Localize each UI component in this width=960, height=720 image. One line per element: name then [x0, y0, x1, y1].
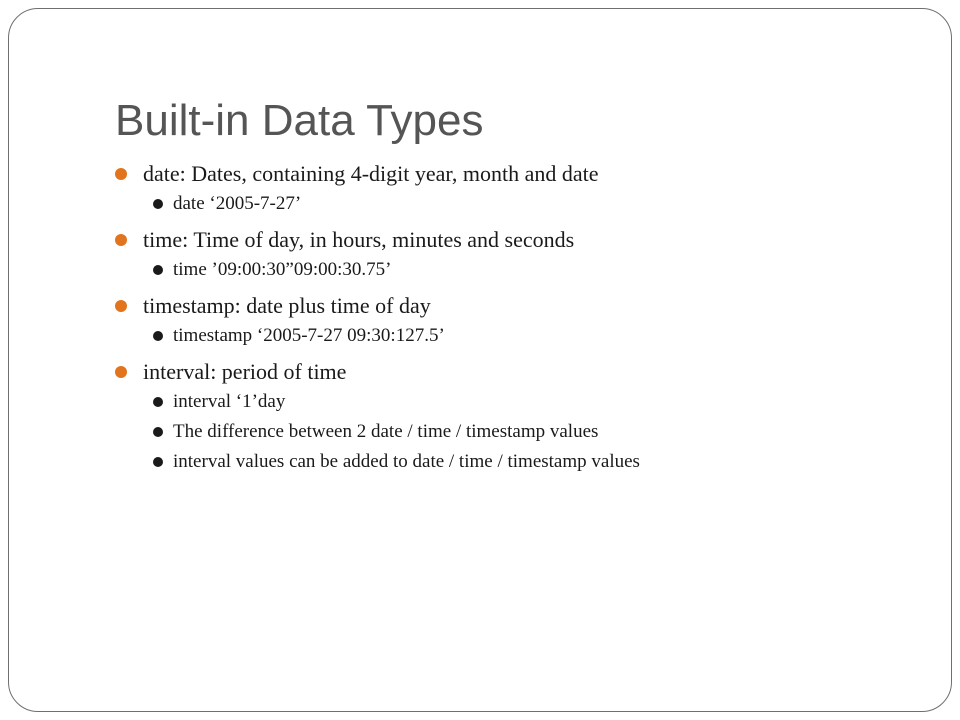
- sub-bullet-item: [143, 447, 915, 477]
- sub-bullet-item: [143, 189, 915, 219]
- slide-title: Built-in Data Types: [115, 96, 484, 145]
- sub-bullet-text: timestamp ‘2005-7-27 09:30:127.5’: [173, 325, 445, 346]
- bullet-text: interval: period of time: [143, 359, 347, 384]
- bullet-icon: [115, 300, 127, 312]
- bullet-item-time: [115, 225, 915, 285]
- bullet-item-interval: [115, 357, 915, 477]
- sub-bullet-item: [143, 387, 915, 417]
- sub-bullet-icon: [153, 427, 163, 437]
- bullet-icon: [115, 234, 127, 246]
- bullet-item-date: [115, 159, 915, 219]
- bullet-list: [115, 159, 915, 477]
- sub-bullet-item: [143, 321, 915, 351]
- sub-bullet-icon: [153, 199, 163, 209]
- bullet-text: timestamp: date plus time of day: [143, 293, 431, 318]
- sub-bullet-list: [143, 189, 915, 219]
- sub-bullet-text: interval values can be added to date / time / timestamp values: [173, 451, 640, 472]
- sub-bullet-item: [143, 255, 915, 285]
- sub-bullet-text: The difference between 2 date / time / timestamp values: [173, 421, 599, 442]
- sub-bullet-text: date ‘2005-7-27’: [173, 193, 302, 214]
- bullet-text: date: Dates, containing 4-digit year, month and date: [143, 161, 599, 186]
- bullet-item-timestamp: [115, 291, 915, 351]
- bullet-text: time: Time of day, in hours, minutes and seconds: [143, 227, 575, 252]
- sub-bullet-list: [143, 387, 915, 477]
- sub-bullet-text: time ’09:00:30”09:00:30.75’: [173, 259, 392, 280]
- sub-bullet-item: [143, 417, 915, 447]
- sub-bullet-icon: [153, 331, 163, 341]
- sub-bullet-text: interval ‘1’day: [173, 391, 286, 412]
- sub-bullet-icon: [153, 397, 163, 407]
- slide: [8, 8, 952, 712]
- sub-bullet-icon: [153, 265, 163, 275]
- sub-bullet-icon: [153, 457, 163, 467]
- bullet-icon: [115, 366, 127, 378]
- sub-bullet-list: [143, 255, 915, 285]
- sub-bullet-list: [143, 321, 915, 351]
- bullet-icon: [115, 168, 127, 180]
